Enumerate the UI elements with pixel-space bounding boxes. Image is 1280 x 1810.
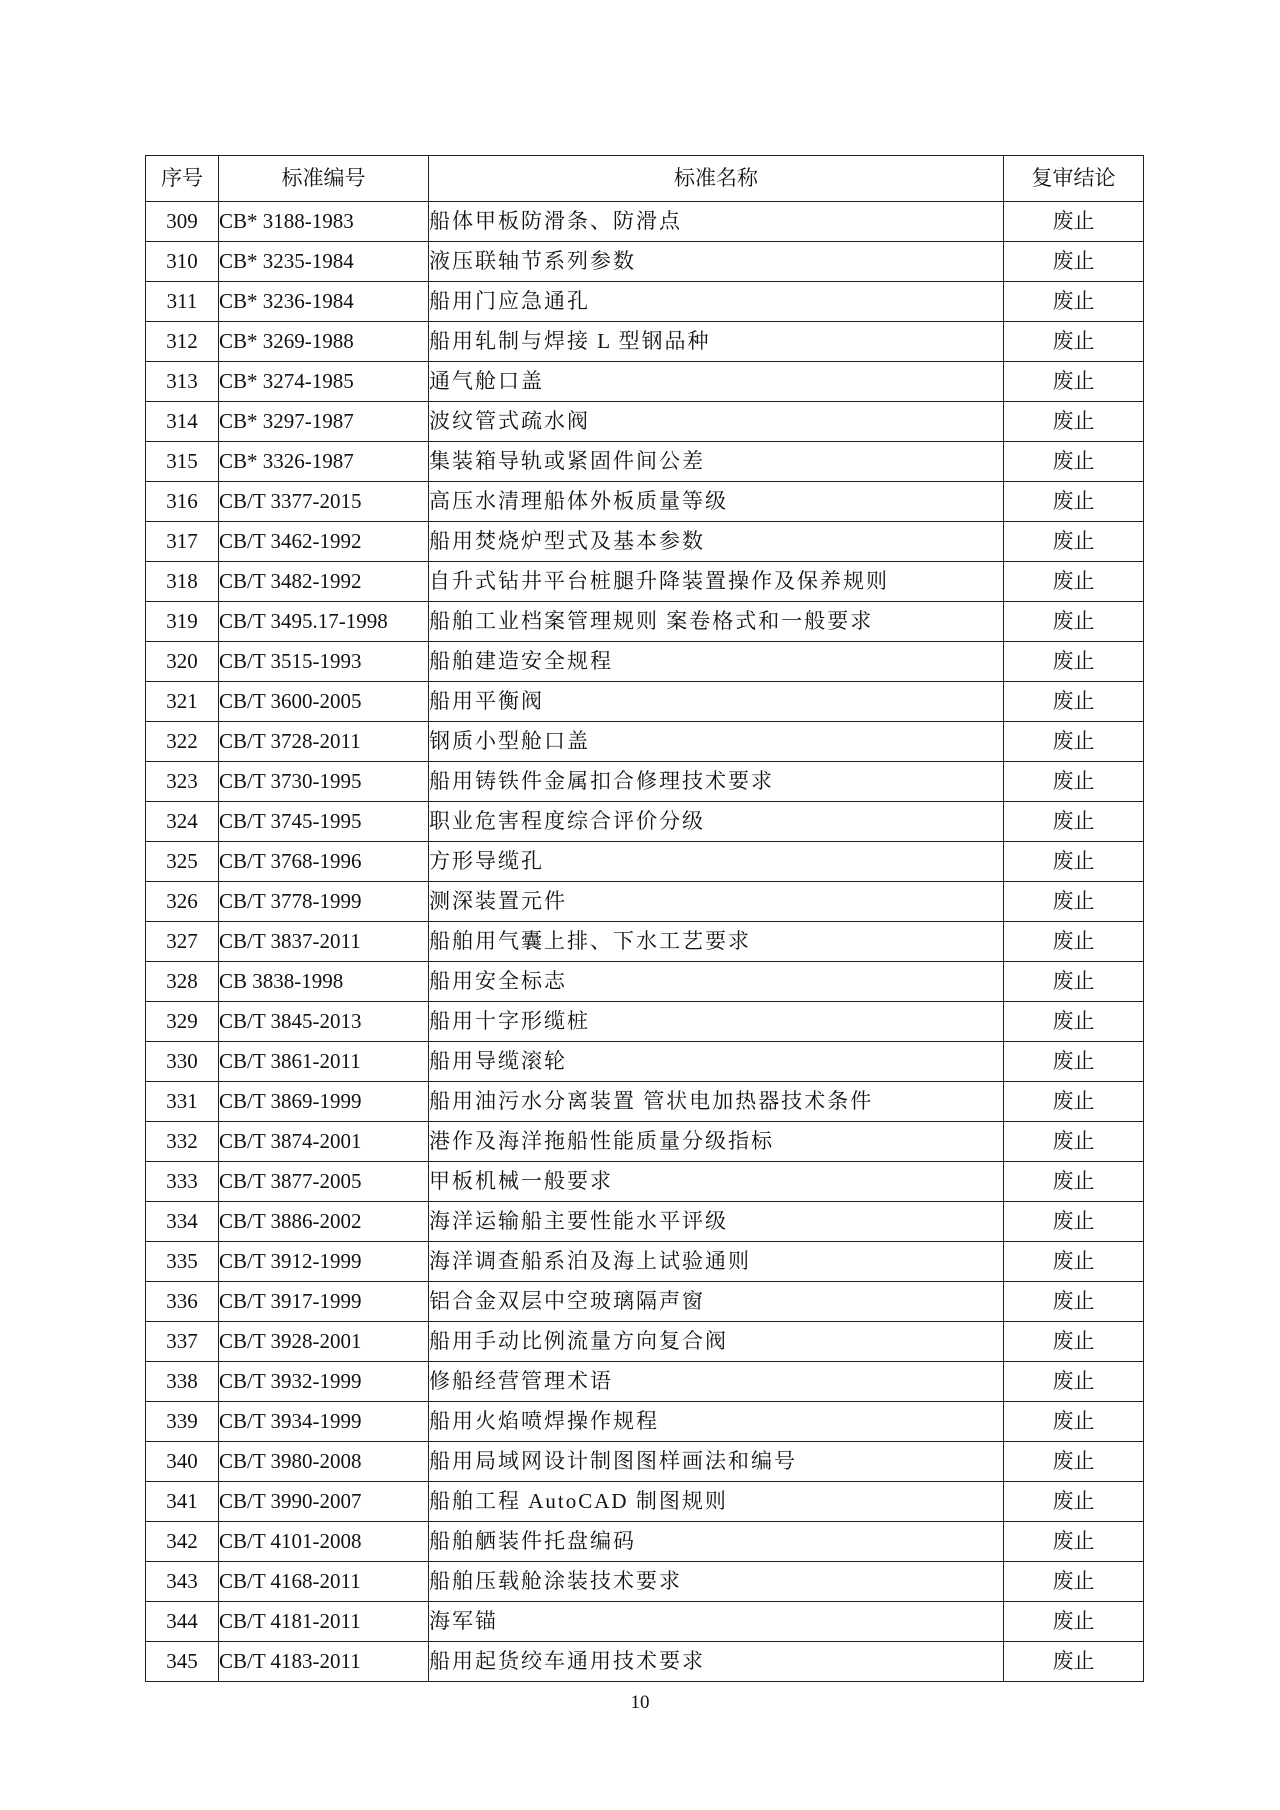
row-standard-name: 船用局域网设计制图图样画法和编号 [429,1442,1004,1482]
row-review-result: 废止 [1004,1242,1144,1282]
table-row [146,1002,1144,1042]
table-row [146,242,1144,282]
table-row [146,202,1144,242]
row-standard-code: CB/T 3462-1992 [219,522,429,562]
row-review-result: 废止 [1004,362,1144,402]
row-review-result: 废止 [1004,1642,1144,1682]
header-standard-code: 标准编号 [219,156,429,202]
row-serial-number: 345 [146,1642,219,1682]
row-serial-number: 321 [146,682,219,722]
table-row [146,522,1144,562]
row-review-result: 废止 [1004,642,1144,682]
table-row [146,1162,1144,1202]
table-header [146,156,1144,202]
row-standard-code: CB/T 3515-1993 [219,642,429,682]
row-serial-number: 318 [146,562,219,602]
table-row [146,642,1144,682]
row-standard-name: 船用铸铁件金属扣合修理技术要求 [429,762,1004,802]
row-standard-code: CB* 3274-1985 [219,362,429,402]
row-serial-number: 310 [146,242,219,282]
row-standard-name: 船舶建造安全规程 [429,642,1004,682]
row-review-result: 废止 [1004,602,1144,642]
row-standard-code: CB/T 3600-2005 [219,682,429,722]
table-row [146,1522,1144,1562]
row-serial-number: 343 [146,1562,219,1602]
row-standard-code: CB/T 3886-2002 [219,1202,429,1242]
row-standard-code: CB/T 3837-2011 [219,922,429,962]
row-standard-name: 船舶工业档案管理规则 案卷格式和一般要求 [429,602,1004,642]
row-review-result: 废止 [1004,1122,1144,1162]
row-standard-code: CB/T 4101-2008 [219,1522,429,1562]
row-standard-name: 海洋运输船主要性能水平评级 [429,1202,1004,1242]
row-serial-number: 319 [146,602,219,642]
row-standard-code: CB/T 4183-2011 [219,1642,429,1682]
row-standard-name: 船舶用气囊上排、下水工艺要求 [429,922,1004,962]
page-number: 10 [630,1692,650,1713]
table-row [146,842,1144,882]
table-row [146,1042,1144,1082]
row-standard-code: CB/T 3728-2011 [219,722,429,762]
row-review-result: 废止 [1004,1562,1144,1602]
row-standard-name: 船用门应急通孔 [429,282,1004,322]
row-standard-code: CB/T 3869-1999 [219,1082,429,1122]
row-standard-name: 船用平衡阀 [429,682,1004,722]
row-standard-code: CB/T 3932-1999 [219,1362,429,1402]
row-standard-name: 船舶压载舱涂装技术要求 [429,1562,1004,1602]
row-serial-number: 334 [146,1202,219,1242]
table-row [146,1402,1144,1442]
row-standard-code: CB/T 3861-2011 [219,1042,429,1082]
row-serial-number: 339 [146,1402,219,1442]
row-standard-code: CB/T 3482-1992 [219,562,429,602]
row-standard-code: CB* 3236-1984 [219,282,429,322]
table-row [146,402,1144,442]
row-standard-name: 船用手动比例流量方向复合阀 [429,1322,1004,1362]
row-standard-code: CB* 3188-1983 [219,202,429,242]
row-standard-name: 职业危害程度综合评价分级 [429,802,1004,842]
row-serial-number: 314 [146,402,219,442]
table-row [146,802,1144,842]
row-standard-name: 船用焚烧炉型式及基本参数 [429,522,1004,562]
row-standard-code: CB/T 3730-1995 [219,762,429,802]
row-review-result: 废止 [1004,1002,1144,1042]
table-row [146,282,1144,322]
header-row [146,156,1144,202]
row-review-result: 废止 [1004,762,1144,802]
row-standard-name: 铝合金双层中空玻璃隔声窗 [429,1282,1004,1322]
row-standard-name: 集装箱导轨或紧固件间公差 [429,442,1004,482]
table-row [146,682,1144,722]
row-review-result: 废止 [1004,562,1144,602]
row-review-result: 废止 [1004,1522,1144,1562]
row-review-result: 废止 [1004,1482,1144,1522]
row-serial-number: 338 [146,1362,219,1402]
table-row [146,1242,1144,1282]
table-row [146,1322,1144,1362]
row-serial-number: 324 [146,802,219,842]
row-serial-number: 332 [146,1122,219,1162]
row-serial-number: 320 [146,642,219,682]
row-review-result: 废止 [1004,282,1144,322]
row-standard-name: 液压联轴节系列参数 [429,242,1004,282]
row-standard-name: 船用油污水分离装置 管状电加热器技术条件 [429,1082,1004,1122]
row-serial-number: 328 [146,962,219,1002]
row-standard-code: CB/T 3768-1996 [219,842,429,882]
row-standard-code: CB/T 3980-2008 [219,1442,429,1482]
row-review-result: 废止 [1004,482,1144,522]
row-standard-code: CB/T 3912-1999 [219,1242,429,1282]
row-review-result: 废止 [1004,402,1144,442]
row-serial-number: 326 [146,882,219,922]
row-standard-code: CB/T 3778-1999 [219,882,429,922]
row-review-result: 废止 [1004,722,1144,762]
row-serial-number: 312 [146,322,219,362]
row-review-result: 废止 [1004,202,1144,242]
row-review-result: 废止 [1004,922,1144,962]
row-standard-name: 船用轧制与焊接 L 型钢品种 [429,322,1004,362]
row-standard-code: CB/T 3990-2007 [219,1482,429,1522]
row-serial-number: 335 [146,1242,219,1282]
row-standard-code: CB/T 3877-2005 [219,1162,429,1202]
table-row [146,602,1144,642]
row-standard-code: CB/T 3874-2001 [219,1122,429,1162]
header-serial-number: 序号 [146,156,219,202]
row-serial-number: 315 [146,442,219,482]
table-row [146,1562,1144,1602]
row-review-result: 废止 [1004,442,1144,482]
header-review-result: 复审结论 [1004,156,1144,202]
row-serial-number: 327 [146,922,219,962]
row-serial-number: 311 [146,282,219,322]
row-standard-code: CB/T 4168-2011 [219,1562,429,1602]
header-standard-name: 标准名称 [429,156,1004,202]
row-standard-name: 船舶舾装件托盘编码 [429,1522,1004,1562]
table-row [146,1122,1144,1162]
row-standard-name: 船用十字形缆桩 [429,1002,1004,1042]
row-serial-number: 309 [146,202,219,242]
row-standard-name: 修船经营管理术语 [429,1362,1004,1402]
table-row [146,562,1144,602]
row-review-result: 废止 [1004,882,1144,922]
table-row [146,962,1144,1002]
row-serial-number: 337 [146,1322,219,1362]
row-serial-number: 333 [146,1162,219,1202]
row-standard-name: 测深装置元件 [429,882,1004,922]
row-standard-name: 甲板机械一般要求 [429,1162,1004,1202]
row-standard-code: CB* 3297-1987 [219,402,429,442]
row-standard-name: 港作及海洋拖船性能质量分级指标 [429,1122,1004,1162]
row-review-result: 废止 [1004,1202,1144,1242]
row-serial-number: 325 [146,842,219,882]
row-review-result: 废止 [1004,842,1144,882]
row-review-result: 废止 [1004,522,1144,562]
row-standard-code: CB/T 3934-1999 [219,1402,429,1442]
table-row [146,722,1144,762]
row-standard-code: CB/T 3917-1999 [219,1282,429,1322]
table-row [146,322,1144,362]
row-review-result: 废止 [1004,1322,1144,1362]
row-standard-name: 通气舱口盖 [429,362,1004,402]
row-standard-code: CB/T 3377-2015 [219,482,429,522]
table-row [146,1482,1144,1522]
row-review-result: 废止 [1004,962,1144,1002]
row-serial-number: 341 [146,1482,219,1522]
row-standard-code: CB* 3326-1987 [219,442,429,482]
standards-review-table [145,155,1144,1682]
row-standard-name: 船舶工程 AutoCAD 制图规则 [429,1482,1004,1522]
row-standard-code: CB/T 4181-2011 [219,1602,429,1642]
row-standard-name: 波纹管式疏水阀 [429,402,1004,442]
row-standard-name: 船用起货绞车通用技术要求 [429,1642,1004,1682]
row-serial-number: 342 [146,1522,219,1562]
row-serial-number: 340 [146,1442,219,1482]
row-standard-code: CB/T 3928-2001 [219,1322,429,1362]
row-standard-name: 自升式钻井平台桩腿升降装置操作及保养规则 [429,562,1004,602]
table-row [146,1282,1144,1322]
row-review-result: 废止 [1004,1162,1144,1202]
row-serial-number: 330 [146,1042,219,1082]
row-serial-number: 331 [146,1082,219,1122]
table-row [146,882,1144,922]
row-standard-code: CB/T 3495.17-1998 [219,602,429,642]
row-review-result: 废止 [1004,802,1144,842]
table-row [146,1642,1144,1682]
row-standard-name: 船体甲板防滑条、防滑点 [429,202,1004,242]
row-serial-number: 316 [146,482,219,522]
row-review-result: 废止 [1004,242,1144,282]
row-standard-name: 方形导缆孔 [429,842,1004,882]
row-standard-code: CB/T 3745-1995 [219,802,429,842]
row-review-result: 废止 [1004,1602,1144,1642]
table-row [146,442,1144,482]
table-row [146,1602,1144,1642]
row-review-result: 废止 [1004,1282,1144,1322]
table-row [146,762,1144,802]
row-review-result: 废止 [1004,1402,1144,1442]
row-standard-name: 海洋调查船系泊及海上试验通则 [429,1242,1004,1282]
row-standard-code: CB* 3235-1984 [219,242,429,282]
row-review-result: 废止 [1004,1442,1144,1482]
row-review-result: 废止 [1004,1362,1144,1402]
table-row [146,922,1144,962]
row-serial-number: 344 [146,1602,219,1642]
row-standard-name: 高压水清理船体外板质量等级 [429,482,1004,522]
row-standard-name: 船用火焰喷焊操作规程 [429,1402,1004,1442]
row-serial-number: 313 [146,362,219,402]
row-serial-number: 329 [146,1002,219,1042]
row-review-result: 废止 [1004,1042,1144,1082]
row-review-result: 废止 [1004,1082,1144,1122]
row-review-result: 废止 [1004,682,1144,722]
table-row [146,482,1144,522]
row-standard-code: CB/T 3845-2013 [219,1002,429,1042]
table-row [146,1362,1144,1402]
table-row [146,1202,1144,1242]
table-body [146,202,1144,1682]
row-serial-number: 317 [146,522,219,562]
row-serial-number: 323 [146,762,219,802]
row-standard-name: 船用导缆滚轮 [429,1042,1004,1082]
table-row [146,1082,1144,1122]
row-standard-name: 船用安全标志 [429,962,1004,1002]
table-row [146,1442,1144,1482]
row-review-result: 废止 [1004,322,1144,362]
row-standard-name: 海军锚 [429,1602,1004,1642]
row-standard-code: CB* 3269-1988 [219,322,429,362]
row-standard-name: 钢质小型舱口盖 [429,722,1004,762]
row-standard-code: CB 3838-1998 [219,962,429,1002]
row-serial-number: 336 [146,1282,219,1322]
row-serial-number: 322 [146,722,219,762]
table-row [146,362,1144,402]
